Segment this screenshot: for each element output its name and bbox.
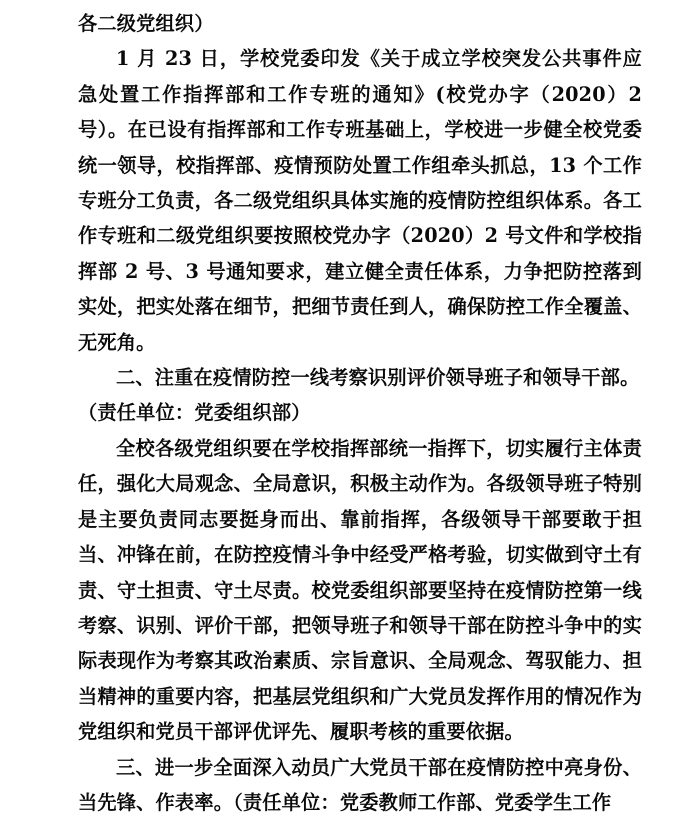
paragraph-section-three-heading: 三、进一步全面深入动员广大党员干部在疫情防控中亮身份、当先锋、作表率。（责任单位：党委教师工作部、党委学生工作 [78,755,642,814]
paragraph-responsible-unit: （责任单位：党委组织部） [78,401,311,425]
paragraph-section-two-heading: 二、注重在疫情防控一线考察识别评价领导班子和领导干部。 [116,366,640,390]
paragraph-continuation: 各二级党组织） [78,12,214,35]
paragraph-section-two-body: 全校各级党组织要在学校指挥部统一指挥下，切实履行主体责任，强化大局观念、全局意识，积极主动作为。各级领导班子特别是主要负责同志要挺身而出、靠前指挥，各级领导干部要敢于担当、冲锋在前，在防控疫情斗争中经受严格考验，切实做到守土有责、守土担责、守土尽责。校党委组织部要坚持在疫情防控第一线考察、识别、评价干部，把领导班子和领导干部在防控斗争中的实际表现作为考察其政治素质、宗旨意识、全局观念、驾驭能力、担当精神的重要内容，把基层党组织和广大党员发挥作用的情况作为党组织和党员干部评优评先、履职考核的重要依据。 [78,436,642,744]
paragraph-jan23-notice: 1 月 23 日，学校党委印发《关于成立学校突发公共事件应急处置工作指挥部和工作专班的通知》(校党办字（2020）2 号）。在已设有指挥部和工作专班基础上，学校进一步健全校党委统一领导，校指挥部、疫情预防处置工作组牵头抓总，13 个工作专班分工负责，各二级党组织具体实施的疫情防控组织体系。各工作专班和二级党组织要按照校党办字（2020）2 号文件和学校指挥部 2 号、3 号通知要求，建立健全责任体系，力争把防控落到实处，把实处落在细节，把细节责任到人，确保防控工作全覆盖、无死角。 [78,47,642,354]
